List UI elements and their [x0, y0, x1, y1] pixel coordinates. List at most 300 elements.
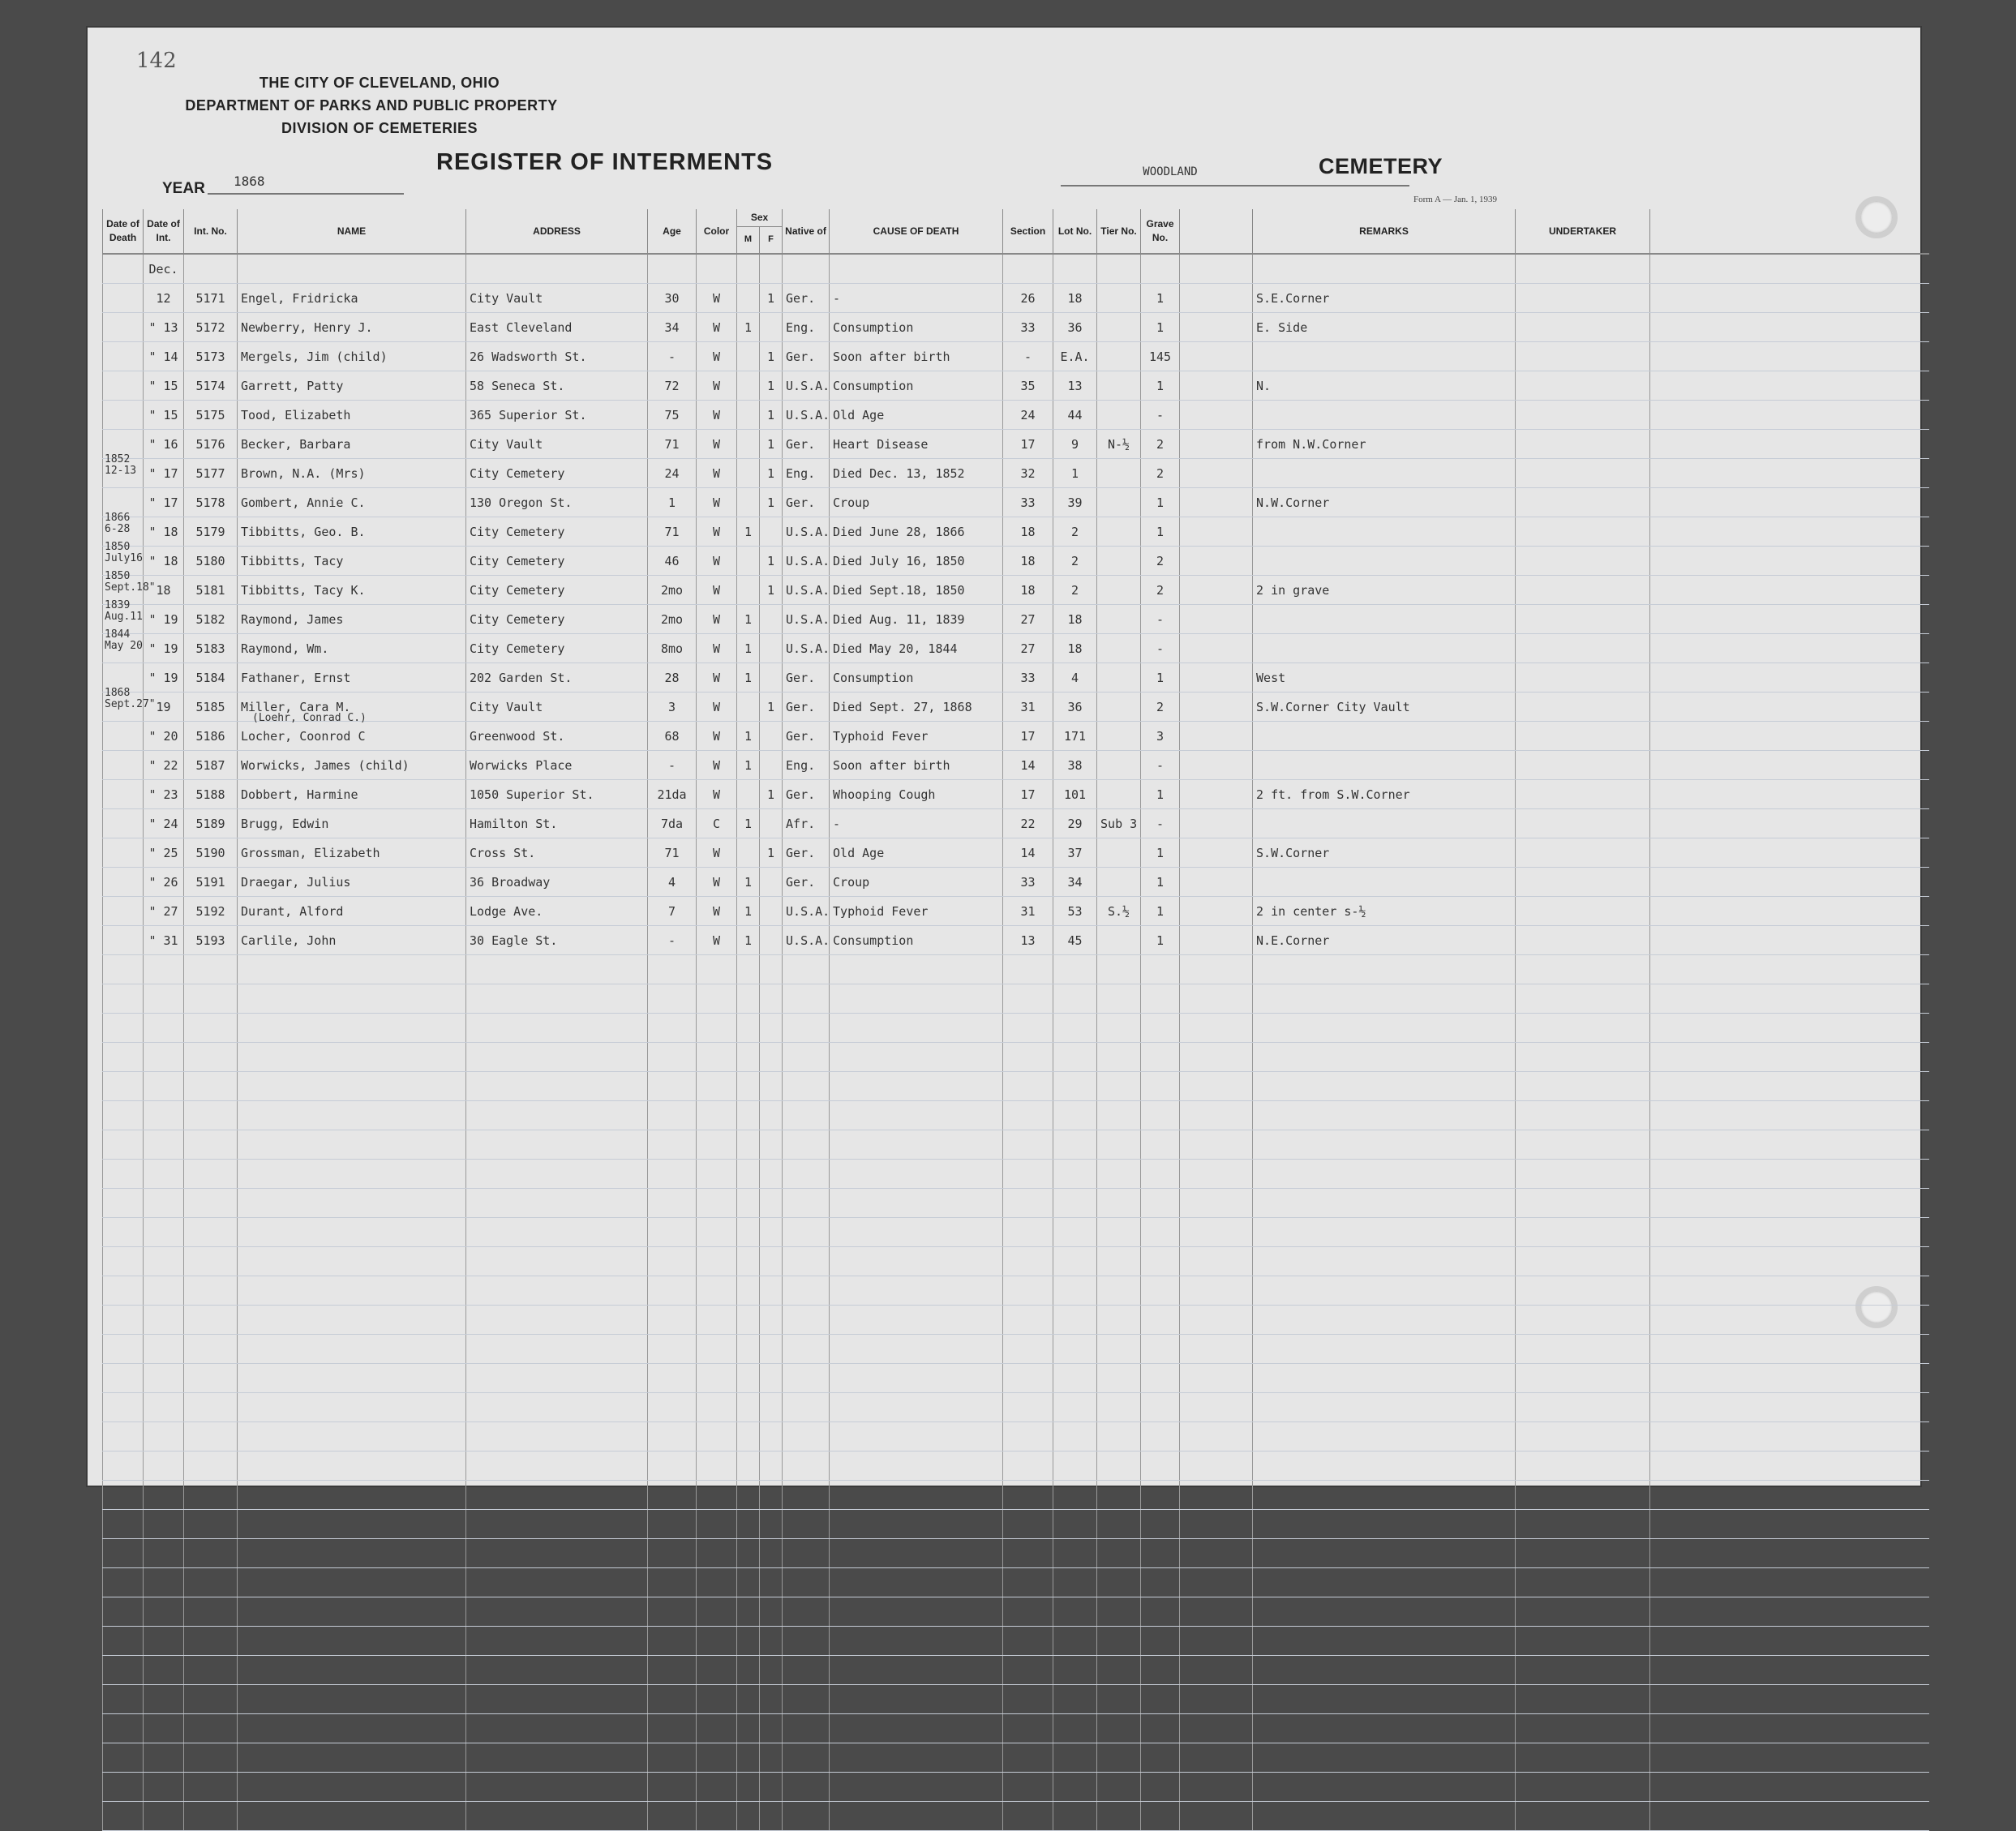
cell-m [737, 342, 760, 371]
empty-cell [144, 1802, 184, 1831]
cell-m: 1 [737, 897, 760, 926]
empty-cell [103, 955, 144, 984]
empty-cell [1141, 1802, 1180, 1831]
cell-blank [1516, 488, 1650, 517]
empty-cell [238, 1510, 466, 1539]
empty-cell [144, 1247, 184, 1276]
cell-grave: 1 [1141, 838, 1180, 868]
empty-cell [103, 1247, 144, 1276]
cell-grave: 1 [1141, 780, 1180, 809]
cell-addr: City Cemetery [466, 517, 648, 547]
cell-lot: 34 [1053, 868, 1097, 897]
form-note: Form A — Jan. 1, 1939 [1413, 195, 1497, 204]
cell-native: Ger. [783, 693, 830, 722]
cell-blank [1516, 547, 1650, 576]
empty-cell [830, 984, 1003, 1014]
empty-cell [697, 1043, 737, 1072]
cell-m: 1 [737, 868, 760, 897]
empty-cell [1053, 1714, 1097, 1743]
empty-cell [184, 1043, 238, 1072]
col-age: Age [648, 209, 697, 254]
empty-cell [1650, 1452, 1929, 1481]
cell-native: U.S.A. [783, 547, 830, 576]
empty-cell [1253, 1452, 1516, 1481]
cell-int: 5179 [184, 517, 238, 547]
cell-m [737, 780, 760, 809]
interments-table [102, 209, 1929, 1831]
cell-addr: 36 Broadway [466, 868, 648, 897]
empty-cell [1253, 1714, 1516, 1743]
cell-int: 5173 [184, 342, 238, 371]
cell-m [737, 488, 760, 517]
cell-grave: - [1141, 634, 1180, 663]
cell-sec: 17 [1003, 722, 1053, 751]
empty-cell [1053, 1160, 1097, 1189]
empty-cell [760, 1072, 783, 1101]
empty-cell [466, 1773, 648, 1802]
empty-cell [830, 1685, 1003, 1714]
name-text: Locher, Coonrod C [241, 728, 366, 744]
cell-sec: 33 [1003, 313, 1053, 342]
empty-cell [737, 955, 760, 984]
empty-cell [760, 1510, 783, 1539]
empty-cell [1097, 1510, 1141, 1539]
empty-cell [1180, 1539, 1253, 1568]
col-date-of-int: Date of Int. [144, 209, 184, 254]
empty-cell [1180, 955, 1253, 984]
cell-int: 5190 [184, 838, 238, 868]
cell-cause: Died Dec. 13, 1852 [830, 459, 1003, 488]
empty-cell [1053, 1247, 1097, 1276]
cell-int: 5171 [184, 284, 238, 313]
empty-cell [697, 1685, 737, 1714]
empty-row [103, 984, 1929, 1014]
empty-cell [1650, 1306, 1929, 1335]
empty-cell [1253, 1597, 1516, 1627]
empty-cell [103, 1189, 144, 1218]
cell-sec: 31 [1003, 693, 1053, 722]
empty-cell [783, 1685, 830, 1714]
empty-cell [697, 1014, 737, 1043]
cell-name: Durant, Alford [238, 897, 466, 926]
empty-cell [144, 1130, 184, 1160]
empty-cell [830, 1627, 1003, 1656]
cell-f: 1 [760, 488, 783, 517]
empty-cell [1141, 1510, 1180, 1539]
empty-cell [466, 1452, 648, 1481]
empty-cell [184, 1101, 238, 1130]
empty-cell [238, 1685, 466, 1714]
empty-cell [1053, 1510, 1097, 1539]
empty-cell [103, 1043, 144, 1072]
cell-dod [103, 284, 144, 313]
empty-cell [830, 1101, 1003, 1130]
empty-cell [466, 1043, 648, 1072]
cell-blank [1516, 517, 1650, 547]
cell-name: Gombert, Annie C. [238, 488, 466, 517]
cell-f: 1 [760, 459, 783, 488]
cell-age: 7da [648, 809, 697, 838]
cell-native: U.S.A. [783, 517, 830, 547]
empty-cell [1097, 1043, 1141, 1072]
empty-cell [1180, 984, 1253, 1014]
empty-cell [1003, 1043, 1053, 1072]
cell-age: 21da [648, 780, 697, 809]
empty-cell [238, 1072, 466, 1101]
table-row [103, 663, 1929, 693]
cell-blank [1516, 722, 1650, 751]
cell-int: 5184 [184, 663, 238, 693]
empty-row [103, 1510, 1929, 1539]
col-sex-m: M [737, 226, 760, 254]
table-row [103, 313, 1929, 342]
empty-cell [1253, 1656, 1516, 1685]
cell-sec: 13 [1003, 926, 1053, 955]
cell-addr: City Vault [466, 430, 648, 459]
cell-name: Draegar, Julius [238, 868, 466, 897]
empty-cell [1650, 1539, 1929, 1568]
empty-cell [1053, 1393, 1097, 1422]
empty-cell [783, 1481, 830, 1510]
empty-cell [1516, 1306, 1650, 1335]
cell-blank [1516, 780, 1650, 809]
cell-name [238, 712, 466, 751]
empty-cell [184, 1452, 238, 1481]
empty-cell [830, 1072, 1003, 1101]
cell-doi: " 19 [144, 605, 184, 634]
empty-cell [1003, 1656, 1053, 1685]
cell-blank [1516, 897, 1650, 926]
empty-cell [1650, 1510, 1929, 1539]
col-date-of-death: Date of Death [103, 209, 144, 254]
empty-cell [144, 1276, 184, 1306]
empty-cell [103, 1656, 144, 1685]
empty-cell [648, 1627, 697, 1656]
cell-native: Ger. [783, 284, 830, 313]
empty-cell [144, 1393, 184, 1422]
cell-tier [1097, 634, 1141, 663]
cell-blank [1516, 284, 1650, 313]
empty-cell [783, 1130, 830, 1160]
empty-cell [830, 1335, 1003, 1364]
empty-cell [760, 1714, 783, 1743]
cell-blank [1650, 430, 1929, 459]
empty-cell [1516, 1072, 1650, 1101]
empty-cell [783, 1568, 830, 1597]
cell-dod [103, 371, 144, 401]
empty-cell [830, 1160, 1003, 1189]
empty-row [103, 1276, 1929, 1306]
cell-color: W [697, 926, 737, 955]
empty-cell [1650, 1160, 1929, 1189]
cell-remarks: S.W.Corner City Vault [1253, 693, 1516, 722]
empty-cell [1516, 1685, 1650, 1714]
cell-doi: " 25 [144, 838, 184, 868]
empty-cell [1141, 1043, 1180, 1072]
cell-native: U.S.A. [783, 371, 830, 401]
page-number: 142 [136, 49, 177, 73]
division-heading: DIVISION OF CEMETERIES [281, 120, 478, 136]
cell-lot: 39 [1053, 488, 1097, 517]
empty-cell [1253, 1627, 1516, 1656]
empty-cell [238, 1101, 466, 1130]
cell-age: 71 [648, 517, 697, 547]
cell-blank [1516, 459, 1650, 488]
cell-tier [1097, 605, 1141, 634]
empty-cell [144, 1306, 184, 1335]
empty-cell [1053, 1276, 1097, 1306]
cell-age: 68 [648, 722, 697, 751]
empty-cell [1003, 1218, 1053, 1247]
empty-cell [830, 1510, 1003, 1539]
empty-cell [1650, 1773, 1929, 1802]
cell-addr: City Vault [466, 693, 648, 722]
cell-blank [1180, 401, 1253, 430]
empty-cell [1097, 1160, 1141, 1189]
cell-tier [1097, 722, 1141, 751]
empty-cell [830, 1481, 1003, 1510]
cell-blank [1180, 313, 1253, 342]
empty-cell [1141, 1685, 1180, 1714]
cell-native: Ger. [783, 488, 830, 517]
empty-cell [1097, 1714, 1141, 1743]
cell-int: 5175 [184, 401, 238, 430]
empty-cell [648, 1773, 697, 1802]
empty-cell [1141, 1364, 1180, 1393]
empty-cell [1253, 1685, 1516, 1714]
empty-cell [184, 1685, 238, 1714]
empty-cell [1053, 1685, 1097, 1714]
cell-m: 1 [737, 751, 760, 780]
cell-blank [1180, 634, 1253, 663]
empty-cell [1141, 1247, 1180, 1276]
cell-age: - [648, 926, 697, 955]
cell-tier [1097, 371, 1141, 401]
cell-native: Ger. [783, 663, 830, 693]
empty-cell [1180, 1189, 1253, 1218]
col-sex-f: F [760, 226, 783, 254]
empty-cell [1003, 1627, 1053, 1656]
empty-cell [1097, 1014, 1141, 1043]
empty-cell [466, 1306, 648, 1335]
empty-cell [1053, 1539, 1097, 1568]
cell-sec: 27 [1003, 605, 1053, 634]
cell-tier: S.½ [1097, 897, 1141, 926]
cell-grave: - [1141, 605, 1180, 634]
empty-cell [737, 1422, 760, 1452]
empty-cell [1141, 1597, 1180, 1627]
empty-cell [760, 1043, 783, 1072]
cell-sec: - [1003, 342, 1053, 371]
cell-blank [1650, 838, 1929, 868]
cell-blank [1516, 663, 1650, 693]
cell-dod [103, 897, 144, 926]
empty-cell [1650, 1043, 1929, 1072]
cell-f [760, 517, 783, 547]
col-remarks: REMARKS [1253, 209, 1516, 254]
empty-cell [1053, 1568, 1097, 1597]
empty-cell [466, 1568, 648, 1597]
empty-cell [1180, 1014, 1253, 1043]
table-row [103, 780, 1929, 809]
empty-cell [1141, 1422, 1180, 1452]
empty-cell [1003, 1802, 1053, 1831]
empty-cell [238, 1393, 466, 1422]
empty-cell [144, 1743, 184, 1773]
empty-cell [1180, 1656, 1253, 1685]
empty-row [103, 1656, 1929, 1685]
cell-int: 5187 [184, 751, 238, 780]
empty-cell [648, 1802, 697, 1831]
empty-cell [1097, 1130, 1141, 1160]
empty-cell [1650, 1101, 1929, 1130]
empty-cell [830, 1656, 1003, 1685]
empty-cell [238, 1276, 466, 1306]
empty-cell [144, 1627, 184, 1656]
empty-cell [238, 1802, 466, 1831]
table-row [103, 605, 1929, 634]
cell-addr: 1050 Superior St. [466, 780, 648, 809]
cell-blank [1180, 693, 1253, 722]
cell-dod [103, 687, 156, 722]
empty-cell [1650, 1802, 1929, 1831]
cell-remarks [1253, 868, 1516, 897]
cell-color: W [697, 371, 737, 401]
empty-cell [103, 1072, 144, 1101]
empty-cell [697, 1393, 737, 1422]
empty-cell [1141, 1335, 1180, 1364]
empty-cell [697, 1335, 737, 1364]
cell-addr: Lodge Ave. [466, 897, 648, 926]
empty-cell [1141, 1160, 1180, 1189]
cell-m: 1 [737, 313, 760, 342]
cell-doi: " 26 [144, 868, 184, 897]
cell-f [760, 634, 783, 663]
register-page [88, 28, 1920, 1486]
empty-cell [184, 1802, 238, 1831]
empty-cell [697, 1743, 737, 1773]
cell-name: Brugg, Edwin [238, 809, 466, 838]
empty-cell [830, 1306, 1003, 1335]
empty-cell [783, 1393, 830, 1422]
empty-cell [783, 1072, 830, 1101]
cell-blank [1516, 371, 1650, 401]
empty-cell [697, 1276, 737, 1306]
cell-grave: 1 [1141, 868, 1180, 897]
empty-cell [760, 1160, 783, 1189]
cell-remarks [1253, 342, 1516, 371]
empty-cell [1141, 1393, 1180, 1422]
table-row [103, 868, 1929, 897]
empty-cell [783, 1539, 830, 1568]
empty-cell [697, 1452, 737, 1481]
empty-cell [1253, 1802, 1516, 1831]
empty-cell [1253, 1072, 1516, 1101]
cell-native: U.S.A. [783, 897, 830, 926]
empty-cell [103, 1218, 144, 1247]
cell-lot: 36 [1053, 313, 1097, 342]
empty-cell [1053, 1101, 1097, 1130]
empty-cell [1097, 1335, 1141, 1364]
empty-cell [1650, 1597, 1929, 1627]
empty-row [103, 1714, 1929, 1743]
date-of-death-note: 1850 July16 [105, 541, 143, 565]
empty-cell [760, 1568, 783, 1597]
cell-native: Eng. [783, 459, 830, 488]
empty-row [103, 1568, 1929, 1597]
empty-cell [1003, 1335, 1053, 1364]
cell-name: Miller, Cara M. [238, 693, 466, 722]
cell-blank [1650, 401, 1929, 430]
cell-cause: Died Sept.18, 1850 [830, 576, 1003, 605]
empty-cell [830, 1393, 1003, 1422]
empty-cell [238, 1130, 466, 1160]
cell-name: Raymond, James [238, 605, 466, 634]
cell-tier [1097, 693, 1141, 722]
year-value: 1868 [208, 174, 404, 195]
cell-dod [103, 751, 144, 780]
empty-cell [737, 1539, 760, 1568]
col-blank [1180, 209, 1253, 254]
cell-doi: " 18 [144, 547, 184, 576]
cell-age: 2mo [648, 576, 697, 605]
empty-cell [184, 1393, 238, 1422]
empty-cell [697, 1247, 737, 1276]
empty-cell [184, 984, 238, 1014]
cell-sec: 26 [1003, 284, 1053, 313]
empty-cell [830, 1247, 1003, 1276]
empty-cell [103, 1014, 144, 1043]
empty-cell [648, 1481, 697, 1510]
empty-cell [697, 1130, 737, 1160]
empty-cell [760, 1802, 783, 1831]
empty-cell [1141, 1481, 1180, 1510]
cell-grave: 2 [1141, 459, 1180, 488]
empty-cell [1141, 1568, 1180, 1597]
empty-cell [1516, 1452, 1650, 1481]
cell-cause: Died May 20, 1844 [830, 634, 1003, 663]
empty-cell [697, 1364, 737, 1393]
cell-lot: 9 [1053, 430, 1097, 459]
cell-color: W [697, 342, 737, 371]
empty-cell [737, 1452, 760, 1481]
cell-blank [1516, 576, 1650, 605]
empty-row [103, 1743, 1929, 1773]
cell-color: W [697, 693, 737, 722]
city-heading: THE CITY OF CLEVELAND, OHIO [259, 75, 500, 91]
empty-cell [1141, 1218, 1180, 1247]
cell-tier [1097, 926, 1141, 955]
empty-cell [144, 984, 184, 1014]
cell-m: 1 [737, 634, 760, 663]
empty-cell [466, 1364, 648, 1393]
empty-cell [830, 1422, 1003, 1452]
cell-remarks: N.E.Corner [1253, 926, 1516, 955]
empty-cell [238, 1043, 466, 1072]
empty-cell [737, 1714, 760, 1743]
empty-cell [737, 1043, 760, 1072]
empty-cell [103, 1276, 144, 1306]
empty-cell [1141, 1014, 1180, 1043]
empty-cell [1253, 1335, 1516, 1364]
empty-cell [1516, 1510, 1650, 1539]
cell-name: Tibbitts, Tacy [238, 547, 466, 576]
empty-cell [238, 1597, 466, 1627]
cell-m [737, 401, 760, 430]
empty-cell [1053, 1130, 1097, 1160]
empty-cell [760, 1597, 783, 1627]
empty-cell [648, 1247, 697, 1276]
